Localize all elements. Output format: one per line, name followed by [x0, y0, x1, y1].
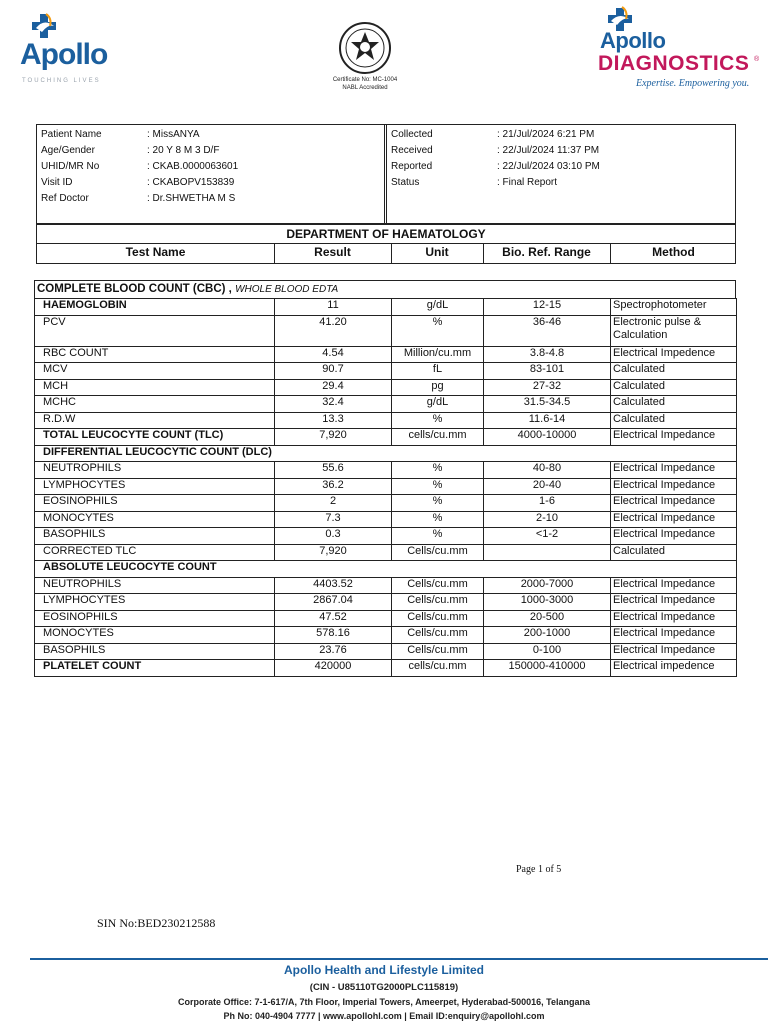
col-test-name: Test Name [125, 245, 186, 259]
test-result: 90.7 [275, 363, 392, 380]
info-box-divider [384, 125, 387, 223]
test-range: 4000-10000 [484, 429, 611, 446]
result-row [35, 511, 737, 528]
test-result: 0.3 [275, 528, 392, 545]
info-value: : Final Report [497, 177, 558, 188]
result-row [35, 544, 737, 561]
info-value: : CKABOPV153839 [147, 177, 235, 188]
result-row [35, 643, 737, 660]
info-label: Status [391, 177, 420, 188]
footer-contact: Ph No: 040-4904 7777 | www.apollohl.com | Email ID:enquiry@apollohl.com [223, 1011, 545, 1021]
patient-info-row [41, 144, 381, 158]
test-method: Electrical Impedance [611, 577, 737, 594]
result-row [35, 346, 737, 363]
col-result: Result [314, 245, 351, 259]
info-value: : 21/Jul/2024 6:21 PM [497, 129, 595, 140]
test-name: RBC COUNT [35, 346, 275, 363]
test-method: Electrical Impedance [611, 511, 737, 528]
test-range: 2000-7000 [484, 577, 611, 594]
test-range: 83-101 [484, 363, 611, 380]
section-row [35, 561, 737, 578]
test-name: EOSINOPHILS [35, 495, 275, 512]
info-label: Age/Gender [41, 145, 95, 156]
test-result: 7,920 [275, 544, 392, 561]
test-method: Electrical Impedance [611, 528, 737, 545]
results-table [34, 298, 737, 677]
sample-info-row [391, 144, 731, 158]
test-result: 32.4 [275, 396, 392, 413]
test-range: 20-40 [484, 478, 611, 495]
info-value: : 22/Jul/2024 11:37 PM [497, 145, 600, 156]
test-method: Spectrophotometer [611, 299, 737, 316]
apollo-diagnostics-wordmark: Apollo [600, 28, 666, 53]
test-range: 150000-410000 [484, 660, 611, 677]
info-value: : 20 Y 8 M 3 D/F [147, 145, 220, 156]
result-row [35, 412, 737, 429]
patient-info-row [41, 176, 381, 190]
panel-specimen: WHOLE BLOOD EDTA [235, 284, 339, 295]
test-result: 7.3 [275, 511, 392, 528]
result-row [35, 462, 737, 479]
test-result: 41.20 [275, 315, 392, 346]
sample-info-row [391, 128, 731, 142]
test-method: Electrical Impedance [611, 478, 737, 495]
sin-number: SIN No:BED230212588 [97, 916, 216, 930]
info-label: Visit ID [41, 177, 73, 188]
test-name: MONOCYTES [35, 511, 275, 528]
test-method: Calculated [611, 544, 737, 561]
result-row [35, 610, 737, 627]
results-body [35, 299, 737, 677]
test-unit: % [392, 478, 484, 495]
result-row [35, 528, 737, 545]
test-unit: Cells/cu.mm [392, 544, 484, 561]
test-result: 13.3 [275, 412, 392, 429]
test-method: Calculated [611, 379, 737, 396]
test-range: 2-10 [484, 511, 611, 528]
test-unit: Million/cu.mm [392, 346, 484, 363]
apollo-diagnostics-logo [596, 6, 760, 90]
test-method: Electrical impedence [611, 660, 737, 677]
result-row [35, 379, 737, 396]
result-row [35, 577, 737, 594]
test-range: 200-1000 [484, 627, 611, 644]
diagnostics-tagline: Expertise. Empowering you. [636, 78, 750, 89]
col-unit: Unit [425, 245, 449, 259]
nabl-cert-number: Certificate No: MC-1004 [332, 77, 398, 83]
panel-title [34, 280, 736, 298]
sample-info-row [391, 160, 731, 174]
test-unit: fL [392, 363, 484, 380]
info-label: Ref Doctor [41, 193, 89, 204]
test-unit: cells/cu.mm [392, 660, 484, 677]
test-unit: % [392, 511, 484, 528]
result-row [35, 429, 737, 446]
department-title: DEPARTMENT OF HAEMATOLOGY [36, 224, 736, 244]
info-label: Received [391, 145, 433, 156]
test-unit: % [392, 315, 484, 346]
test-name: BASOPHILS [35, 643, 275, 660]
test-name: MCH [35, 379, 275, 396]
apollo-tagline: TOUCHING LIVES [22, 78, 101, 84]
patient-info-row [41, 128, 381, 142]
test-range: 27-32 [484, 379, 611, 396]
test-name: NEUTROPHILS [35, 577, 275, 594]
test-name: BASOPHILS [35, 528, 275, 545]
info-value: : CKAB.0000063601 [147, 161, 239, 172]
test-method: Electrical Impedance [611, 627, 737, 644]
test-result: 36.2 [275, 478, 392, 495]
test-result: 47.52 [275, 610, 392, 627]
section-title: DIFFERENTIAL LEUCOCYTIC COUNT (DLC) [35, 445, 737, 462]
section-title: ABSOLUTE LEUCOCYTE COUNT [35, 561, 737, 578]
sample-info-row [391, 176, 731, 190]
nabl-accreditation-seal [320, 20, 410, 100]
panel-name: COMPLETE BLOOD COUNT (CBC) , [37, 283, 232, 295]
registered-mark: ® [754, 56, 760, 63]
test-unit: % [392, 412, 484, 429]
footer-rule [30, 958, 768, 960]
info-label: Reported [391, 161, 433, 172]
test-unit: pg [392, 379, 484, 396]
test-unit: cells/cu.mm [392, 429, 484, 446]
test-method: Electrical Impedance [611, 429, 737, 446]
test-result: 420000 [275, 660, 392, 677]
test-name: NEUTROPHILS [35, 462, 275, 479]
test-name: PLATELET COUNT [35, 660, 275, 677]
test-method: Electrical Impedance [611, 495, 737, 512]
test-method: Electrical Impedance [611, 643, 737, 660]
footer-office: Corporate Office: 7-1-617/A, 7th Floor, Imperial Towers, Ameerpet, Hyderabad-500016, Telangana [178, 997, 590, 1007]
info-value: : Dr.SHWETHA M S [147, 193, 236, 204]
info-value: : 22/Jul/2024 03:10 PM [497, 161, 600, 172]
test-unit: Cells/cu.mm [392, 643, 484, 660]
test-unit: % [392, 495, 484, 512]
test-method: Calculated [611, 396, 737, 413]
test-method: Electrical Impedance [611, 594, 737, 611]
test-unit: % [392, 528, 484, 545]
test-unit: Cells/cu.mm [392, 594, 484, 611]
footer-company: Apollo Health and Lifestyle Limited [283, 963, 485, 977]
test-range: 11.6-14 [484, 412, 611, 429]
apollo-logo-left [18, 8, 118, 88]
test-range: 1-6 [484, 495, 611, 512]
patient-info-row [41, 160, 381, 174]
test-result: 2 [275, 495, 392, 512]
section-row [35, 445, 737, 462]
info-value: : MissANYA [147, 129, 200, 140]
test-result: 29.4 [275, 379, 392, 396]
test-unit: g/dL [392, 299, 484, 316]
test-result: 2867.04 [275, 594, 392, 611]
apollo-wordmark: Apollo [20, 38, 108, 71]
nabl-label: NABL Accredited [342, 85, 388, 91]
test-result: 11 [275, 299, 392, 316]
nabl-seal-icon [335, 20, 395, 76]
test-name: TOTAL LEUCOCYTE COUNT (TLC) [35, 429, 275, 446]
test-name: CORRECTED TLC [35, 544, 275, 561]
test-name: LYMPHOCYTES [35, 478, 275, 495]
test-name: EOSINOPHILS [35, 610, 275, 627]
test-name: MONOCYTES [35, 627, 275, 644]
page-indicator: Page 1 of 5 [516, 864, 562, 875]
test-range: 0-100 [484, 643, 611, 660]
test-unit: Cells/cu.mm [392, 610, 484, 627]
result-row [35, 315, 737, 346]
result-row [35, 396, 737, 413]
info-label: Patient Name [41, 129, 102, 140]
test-range: 12-15 [484, 299, 611, 316]
test-method: Electrical Impedence [611, 346, 737, 363]
patient-info-box [36, 124, 736, 224]
result-column-headers [36, 244, 736, 264]
test-unit: g/dL [392, 396, 484, 413]
test-unit: Cells/cu.mm [392, 577, 484, 594]
diagnostics-wordmark: DIAGNOSTICS [598, 52, 750, 75]
test-name: PCV [35, 315, 275, 346]
test-result: 7,920 [275, 429, 392, 446]
result-row [35, 594, 737, 611]
test-result: 4403.52 [275, 577, 392, 594]
test-range [484, 544, 611, 561]
test-range: 40-80 [484, 462, 611, 479]
test-range: 1000-3000 [484, 594, 611, 611]
test-range: <1-2 [484, 528, 611, 545]
col-range: Bio. Ref. Range [502, 245, 591, 259]
result-row [35, 627, 737, 644]
test-range: 3.8-4.8 [484, 346, 611, 363]
result-row [35, 478, 737, 495]
test-result: 4.54 [275, 346, 392, 363]
footer-cin: (CIN - U85110TG2000PLC115819) [309, 982, 459, 993]
result-row [35, 495, 737, 512]
info-label: Collected [391, 129, 433, 140]
test-name: MCHC [35, 396, 275, 413]
apollo-cross-icon [30, 12, 58, 40]
test-range: 36-46 [484, 315, 611, 346]
test-name: R.D.W [35, 412, 275, 429]
test-method: Electronic pulse & Calculation [611, 315, 737, 346]
test-name: HAEMOGLOBIN [35, 299, 275, 316]
test-range: 20-500 [484, 610, 611, 627]
test-method: Calculated [611, 363, 737, 380]
test-unit: Cells/cu.mm [392, 627, 484, 644]
test-result: 55.6 [275, 462, 392, 479]
test-method: Electrical Impedance [611, 610, 737, 627]
test-range: 31.5-34.5 [484, 396, 611, 413]
test-result: 23.76 [275, 643, 392, 660]
test-method: Calculated [611, 412, 737, 429]
test-result: 578.16 [275, 627, 392, 644]
test-unit: % [392, 462, 484, 479]
patient-info-row [41, 192, 381, 206]
col-method: Method [652, 245, 695, 259]
info-label: UHID/MR No [41, 161, 100, 172]
result-row [35, 363, 737, 380]
test-method: Electrical Impedance [611, 462, 737, 479]
test-name: MCV [35, 363, 275, 380]
test-name: LYMPHOCYTES [35, 594, 275, 611]
result-row [35, 660, 737, 677]
result-row [35, 299, 737, 316]
